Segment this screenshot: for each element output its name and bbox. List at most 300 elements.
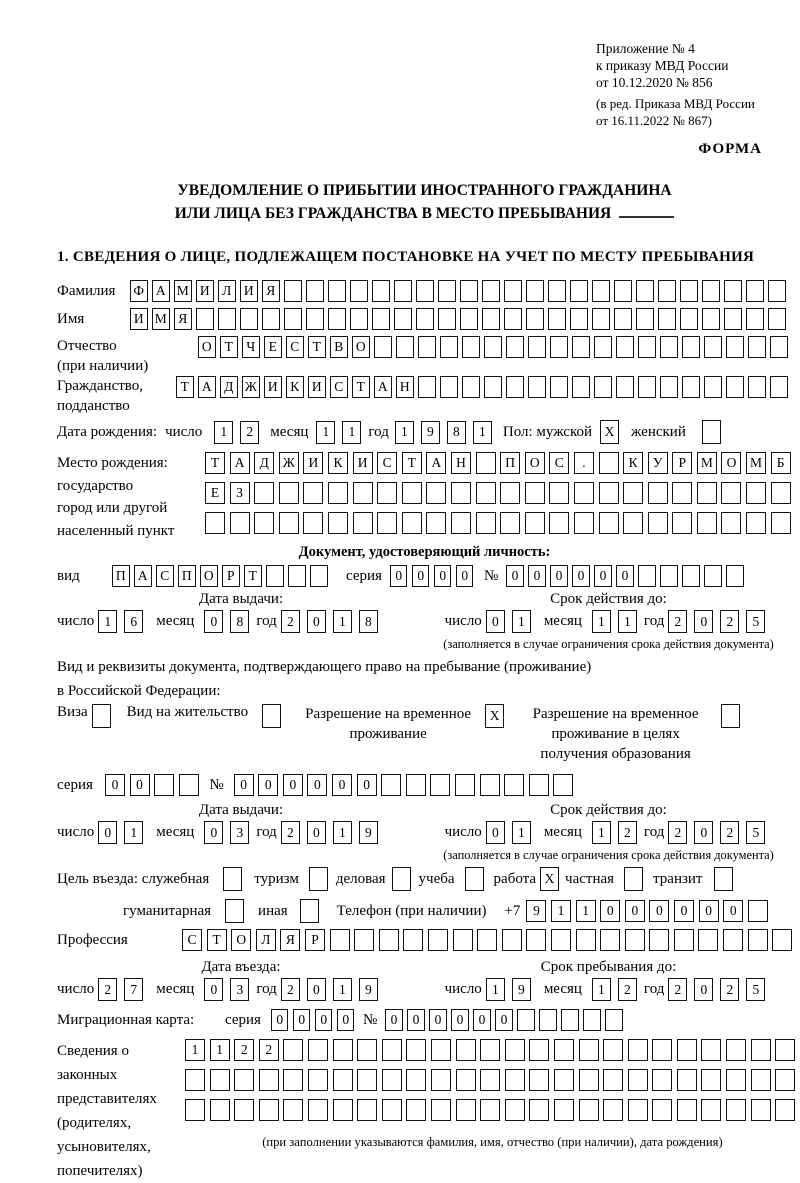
char-cell[interactable] bbox=[504, 308, 522, 330]
char-cell[interactable] bbox=[406, 1039, 426, 1061]
char-cell[interactable]: 0 bbox=[307, 978, 326, 1001]
char-cell[interactable] bbox=[751, 1039, 771, 1061]
char-cell[interactable] bbox=[372, 308, 390, 330]
char-cell[interactable]: М bbox=[152, 308, 170, 330]
char-cell[interactable]: 3 bbox=[230, 821, 249, 844]
char-cell[interactable] bbox=[456, 1039, 476, 1061]
char-cell[interactable]: Д bbox=[254, 452, 274, 474]
char-cell[interactable] bbox=[377, 482, 397, 504]
char-cell[interactable]: 0 bbox=[451, 1009, 469, 1031]
char-cell[interactable]: 0 bbox=[649, 900, 669, 922]
char-cell[interactable] bbox=[517, 1009, 535, 1031]
char-cell[interactable] bbox=[574, 512, 594, 534]
char-cell[interactable] bbox=[746, 280, 764, 302]
char-cell[interactable]: Т bbox=[308, 336, 326, 358]
char-cell[interactable]: 1 bbox=[333, 821, 352, 844]
char-cell[interactable] bbox=[746, 482, 766, 504]
char-cell[interactable] bbox=[623, 482, 643, 504]
char-cell[interactable] bbox=[382, 1039, 402, 1061]
char-cell[interactable] bbox=[382, 1069, 402, 1091]
char-cell[interactable] bbox=[431, 1099, 451, 1121]
char-cell[interactable] bbox=[431, 1069, 451, 1091]
char-cell[interactable] bbox=[357, 1039, 377, 1061]
char-cell[interactable]: И bbox=[303, 452, 323, 474]
char-cell[interactable] bbox=[701, 1069, 721, 1091]
char-cell[interactable] bbox=[574, 482, 594, 504]
char-cell[interactable] bbox=[592, 308, 610, 330]
char-cell[interactable] bbox=[701, 1039, 721, 1061]
char-cell[interactable]: О bbox=[231, 929, 251, 951]
char-cell[interactable] bbox=[374, 336, 392, 358]
char-cell[interactable] bbox=[254, 512, 274, 534]
char-cell[interactable]: 0 bbox=[723, 900, 743, 922]
char-cell[interactable]: 1 bbox=[576, 900, 596, 922]
char-cell[interactable] bbox=[440, 336, 458, 358]
char-cell[interactable]: О bbox=[200, 565, 218, 587]
char-cell[interactable] bbox=[279, 512, 299, 534]
char-cell[interactable] bbox=[600, 929, 620, 951]
char-cell[interactable]: З bbox=[230, 482, 250, 504]
char-cell[interactable] bbox=[477, 929, 497, 951]
char-cell[interactable] bbox=[476, 512, 496, 534]
char-cell[interactable] bbox=[402, 482, 422, 504]
char-cell[interactable]: Р bbox=[305, 929, 325, 951]
char-cell[interactable] bbox=[529, 1069, 549, 1091]
char-cell[interactable] bbox=[677, 1099, 697, 1121]
char-cell[interactable] bbox=[704, 376, 722, 398]
char-cell[interactable] bbox=[210, 1069, 230, 1091]
char-cell[interactable] bbox=[572, 336, 590, 358]
char-cell[interactable] bbox=[624, 867, 643, 891]
char-cell[interactable] bbox=[223, 867, 242, 891]
char-cell[interactable] bbox=[394, 308, 412, 330]
char-cell[interactable] bbox=[283, 1069, 303, 1091]
char-cell[interactable]: 2 bbox=[618, 978, 637, 1001]
char-cell[interactable]: 0 bbox=[204, 978, 223, 1001]
char-cell[interactable] bbox=[254, 482, 274, 504]
char-cell[interactable]: Р bbox=[222, 565, 240, 587]
char-cell[interactable] bbox=[682, 565, 700, 587]
char-cell[interactable]: О bbox=[352, 336, 370, 358]
char-cell[interactable] bbox=[576, 929, 596, 951]
char-cell[interactable]: О bbox=[525, 452, 545, 474]
char-cell[interactable]: 0 bbox=[258, 774, 278, 796]
char-cell[interactable] bbox=[636, 280, 654, 302]
char-cell[interactable] bbox=[599, 512, 619, 534]
char-cell[interactable] bbox=[185, 1099, 205, 1121]
char-cell[interactable] bbox=[768, 280, 786, 302]
char-cell[interactable] bbox=[775, 1069, 795, 1091]
char-cell[interactable]: Р bbox=[672, 452, 692, 474]
char-cell[interactable]: Е bbox=[264, 336, 282, 358]
char-cell[interactable] bbox=[561, 1009, 579, 1031]
char-cell[interactable] bbox=[353, 512, 373, 534]
char-cell[interactable] bbox=[428, 929, 448, 951]
char-cell[interactable] bbox=[579, 1069, 599, 1091]
char-cell[interactable] bbox=[484, 336, 502, 358]
char-cell[interactable]: 2 bbox=[98, 978, 117, 1001]
char-cell[interactable] bbox=[308, 1099, 328, 1121]
char-cell[interactable] bbox=[721, 512, 741, 534]
char-cell[interactable]: 0 bbox=[600, 900, 620, 922]
char-cell[interactable]: 0 bbox=[357, 774, 377, 796]
char-cell[interactable]: 0 bbox=[130, 774, 150, 796]
char-cell[interactable] bbox=[638, 565, 656, 587]
char-cell[interactable] bbox=[529, 1039, 549, 1061]
char-cell[interactable]: С bbox=[330, 376, 348, 398]
char-cell[interactable] bbox=[594, 376, 612, 398]
char-cell[interactable]: 0 bbox=[315, 1009, 333, 1031]
char-cell[interactable]: 2 bbox=[234, 1039, 254, 1061]
char-cell[interactable]: 0 bbox=[429, 1009, 447, 1031]
char-cell[interactable]: X bbox=[600, 420, 619, 444]
char-cell[interactable] bbox=[430, 774, 450, 796]
char-cell[interactable] bbox=[462, 376, 480, 398]
char-cell[interactable]: 8 bbox=[230, 610, 249, 633]
char-cell[interactable] bbox=[528, 336, 546, 358]
char-cell[interactable] bbox=[628, 1039, 648, 1061]
char-cell[interactable]: А bbox=[230, 452, 250, 474]
char-cell[interactable] bbox=[549, 482, 569, 504]
char-cell[interactable] bbox=[748, 336, 766, 358]
char-cell[interactable] bbox=[402, 512, 422, 534]
char-cell[interactable] bbox=[453, 929, 473, 951]
char-cell[interactable]: Л bbox=[256, 929, 276, 951]
char-cell[interactable] bbox=[672, 512, 692, 534]
char-cell[interactable]: Н bbox=[396, 376, 414, 398]
char-cell[interactable] bbox=[724, 308, 742, 330]
char-cell[interactable] bbox=[303, 512, 323, 534]
char-cell[interactable]: 1 bbox=[512, 821, 531, 844]
char-cell[interactable]: О bbox=[721, 452, 741, 474]
char-cell[interactable]: 1 bbox=[214, 421, 233, 444]
char-cell[interactable] bbox=[306, 280, 324, 302]
char-cell[interactable] bbox=[726, 1099, 746, 1121]
char-cell[interactable] bbox=[306, 308, 324, 330]
char-cell[interactable] bbox=[505, 1099, 525, 1121]
char-cell[interactable] bbox=[328, 482, 348, 504]
char-cell[interactable]: 0 bbox=[283, 774, 303, 796]
char-cell[interactable] bbox=[476, 452, 496, 474]
char-cell[interactable]: П bbox=[500, 452, 520, 474]
char-cell[interactable] bbox=[648, 482, 668, 504]
char-cell[interactable] bbox=[726, 1069, 746, 1091]
char-cell[interactable] bbox=[284, 308, 302, 330]
char-cell[interactable] bbox=[484, 376, 502, 398]
char-cell[interactable] bbox=[603, 1039, 623, 1061]
char-cell[interactable]: К bbox=[623, 452, 643, 474]
char-cell[interactable] bbox=[698, 929, 718, 951]
char-cell[interactable] bbox=[697, 482, 717, 504]
char-cell[interactable]: П bbox=[112, 565, 130, 587]
char-cell[interactable] bbox=[154, 774, 174, 796]
char-cell[interactable]: Я bbox=[280, 929, 300, 951]
char-cell[interactable] bbox=[418, 376, 436, 398]
char-cell[interactable] bbox=[636, 308, 654, 330]
char-cell[interactable] bbox=[505, 1069, 525, 1091]
char-cell[interactable] bbox=[702, 280, 720, 302]
char-cell[interactable] bbox=[553, 774, 573, 796]
char-cell[interactable]: 0 bbox=[473, 1009, 491, 1031]
char-cell[interactable] bbox=[506, 336, 524, 358]
char-cell[interactable] bbox=[333, 1099, 353, 1121]
char-cell[interactable] bbox=[431, 1039, 451, 1061]
char-cell[interactable] bbox=[592, 280, 610, 302]
char-cell[interactable] bbox=[638, 376, 656, 398]
char-cell[interactable] bbox=[438, 308, 456, 330]
char-cell[interactable]: X bbox=[485, 704, 504, 728]
char-cell[interactable] bbox=[594, 336, 612, 358]
char-cell[interactable]: 0 bbox=[506, 565, 524, 587]
char-cell[interactable] bbox=[505, 1039, 525, 1061]
char-cell[interactable]: 9 bbox=[421, 421, 440, 444]
char-cell[interactable]: 0 bbox=[550, 565, 568, 587]
char-cell[interactable]: С bbox=[377, 452, 397, 474]
char-cell[interactable] bbox=[308, 1039, 328, 1061]
char-cell[interactable]: И bbox=[240, 280, 258, 302]
char-cell[interactable] bbox=[333, 1069, 353, 1091]
char-cell[interactable] bbox=[526, 929, 546, 951]
char-cell[interactable] bbox=[549, 512, 569, 534]
char-cell[interactable] bbox=[234, 1069, 254, 1091]
char-cell[interactable] bbox=[529, 774, 549, 796]
char-cell[interactable] bbox=[240, 308, 258, 330]
char-cell[interactable]: Н bbox=[451, 452, 471, 474]
char-cell[interactable] bbox=[480, 1039, 500, 1061]
char-cell[interactable]: 0 bbox=[572, 565, 590, 587]
char-cell[interactable] bbox=[354, 929, 374, 951]
char-cell[interactable] bbox=[406, 774, 426, 796]
char-cell[interactable]: 0 bbox=[412, 565, 430, 587]
char-cell[interactable]: О bbox=[198, 336, 216, 358]
char-cell[interactable]: Т bbox=[205, 452, 225, 474]
char-cell[interactable] bbox=[309, 867, 328, 891]
char-cell[interactable] bbox=[396, 336, 414, 358]
char-cell[interactable] bbox=[721, 704, 740, 728]
char-cell[interactable]: П bbox=[178, 565, 196, 587]
char-cell[interactable]: 2 bbox=[720, 821, 739, 844]
char-cell[interactable] bbox=[465, 867, 484, 891]
char-cell[interactable] bbox=[353, 482, 373, 504]
char-cell[interactable] bbox=[462, 336, 480, 358]
char-cell[interactable] bbox=[570, 308, 588, 330]
char-cell[interactable] bbox=[638, 336, 656, 358]
char-cell[interactable]: 5 bbox=[746, 821, 765, 844]
char-cell[interactable]: 2 bbox=[720, 978, 739, 1001]
char-cell[interactable] bbox=[283, 1039, 303, 1061]
char-cell[interactable] bbox=[746, 308, 764, 330]
char-cell[interactable] bbox=[528, 376, 546, 398]
char-cell[interactable]: 0 bbox=[307, 774, 327, 796]
char-cell[interactable]: 1 bbox=[333, 978, 352, 1001]
char-cell[interactable]: С bbox=[182, 929, 202, 951]
char-cell[interactable]: 1 bbox=[185, 1039, 205, 1061]
char-cell[interactable] bbox=[482, 308, 500, 330]
char-cell[interactable]: 5 bbox=[746, 978, 765, 1001]
char-cell[interactable] bbox=[455, 774, 475, 796]
char-cell[interactable] bbox=[438, 280, 456, 302]
char-cell[interactable] bbox=[548, 308, 566, 330]
char-cell[interactable] bbox=[614, 308, 632, 330]
char-cell[interactable] bbox=[406, 1099, 426, 1121]
char-cell[interactable] bbox=[480, 1069, 500, 1091]
char-cell[interactable]: 1 bbox=[592, 610, 611, 633]
char-cell[interactable]: 9 bbox=[526, 900, 546, 922]
char-cell[interactable]: 9 bbox=[359, 978, 378, 1001]
char-cell[interactable] bbox=[440, 376, 458, 398]
char-cell[interactable]: А bbox=[374, 376, 392, 398]
char-cell[interactable]: Ч bbox=[242, 336, 260, 358]
char-cell[interactable] bbox=[259, 1099, 279, 1121]
char-cell[interactable]: 0 bbox=[694, 610, 713, 633]
char-cell[interactable]: 9 bbox=[512, 978, 531, 1001]
char-cell[interactable] bbox=[357, 1099, 377, 1121]
char-cell[interactable] bbox=[751, 1099, 771, 1121]
char-cell[interactable]: 2 bbox=[281, 978, 300, 1001]
char-cell[interactable] bbox=[218, 308, 236, 330]
char-cell[interactable] bbox=[392, 867, 411, 891]
char-cell[interactable] bbox=[259, 1069, 279, 1091]
char-cell[interactable]: 0 bbox=[234, 774, 254, 796]
char-cell[interactable] bbox=[771, 512, 791, 534]
char-cell[interactable]: И bbox=[130, 308, 148, 330]
char-cell[interactable]: Е bbox=[205, 482, 225, 504]
char-cell[interactable] bbox=[350, 308, 368, 330]
char-cell[interactable]: К bbox=[286, 376, 304, 398]
char-cell[interactable]: Т bbox=[352, 376, 370, 398]
char-cell[interactable]: Л bbox=[218, 280, 236, 302]
char-cell[interactable]: В bbox=[330, 336, 348, 358]
char-cell[interactable]: 9 bbox=[359, 821, 378, 844]
char-cell[interactable]: 6 bbox=[124, 610, 143, 633]
char-cell[interactable]: 0 bbox=[390, 565, 408, 587]
char-cell[interactable]: А bbox=[152, 280, 170, 302]
char-cell[interactable] bbox=[288, 565, 306, 587]
char-cell[interactable] bbox=[682, 336, 700, 358]
char-cell[interactable] bbox=[701, 1099, 721, 1121]
char-cell[interactable]: 2 bbox=[281, 610, 300, 633]
char-cell[interactable]: С bbox=[286, 336, 304, 358]
char-cell[interactable]: 2 bbox=[668, 821, 687, 844]
char-cell[interactable] bbox=[394, 280, 412, 302]
char-cell[interactable]: 2 bbox=[668, 610, 687, 633]
char-cell[interactable] bbox=[416, 308, 434, 330]
char-cell[interactable] bbox=[616, 376, 634, 398]
char-cell[interactable] bbox=[572, 376, 590, 398]
char-cell[interactable] bbox=[652, 1099, 672, 1121]
char-cell[interactable]: 1 bbox=[124, 821, 143, 844]
char-cell[interactable] bbox=[308, 1069, 328, 1091]
char-cell[interactable]: 0 bbox=[486, 610, 505, 633]
char-cell[interactable] bbox=[726, 1039, 746, 1061]
char-cell[interactable] bbox=[672, 482, 692, 504]
char-cell[interactable] bbox=[262, 704, 281, 728]
char-cell[interactable] bbox=[726, 565, 744, 587]
char-cell[interactable] bbox=[460, 280, 478, 302]
char-cell[interactable]: Д bbox=[220, 376, 238, 398]
char-cell[interactable] bbox=[426, 512, 446, 534]
char-cell[interactable]: 0 bbox=[98, 821, 117, 844]
char-cell[interactable] bbox=[603, 1099, 623, 1121]
char-cell[interactable] bbox=[502, 929, 522, 951]
char-cell[interactable] bbox=[284, 280, 302, 302]
char-cell[interactable]: 8 bbox=[359, 610, 378, 633]
char-cell[interactable] bbox=[677, 1069, 697, 1091]
char-cell[interactable] bbox=[548, 280, 566, 302]
char-cell[interactable]: 1 bbox=[618, 610, 637, 633]
char-cell[interactable] bbox=[652, 1069, 672, 1091]
char-cell[interactable] bbox=[724, 280, 742, 302]
char-cell[interactable]: Ж bbox=[279, 452, 299, 474]
char-cell[interactable]: 2 bbox=[618, 821, 637, 844]
char-cell[interactable] bbox=[554, 1039, 574, 1061]
char-cell[interactable] bbox=[605, 1009, 623, 1031]
char-cell[interactable] bbox=[748, 900, 768, 922]
char-cell[interactable] bbox=[225, 899, 244, 923]
char-cell[interactable]: . bbox=[574, 452, 594, 474]
char-cell[interactable]: 0 bbox=[674, 900, 694, 922]
char-cell[interactable] bbox=[682, 376, 700, 398]
char-cell[interactable] bbox=[771, 482, 791, 504]
char-cell[interactable] bbox=[529, 1099, 549, 1121]
char-cell[interactable]: А bbox=[198, 376, 216, 398]
char-cell[interactable]: А bbox=[134, 565, 152, 587]
char-cell[interactable] bbox=[658, 280, 676, 302]
char-cell[interactable]: 1 bbox=[473, 421, 492, 444]
char-cell[interactable]: 0 bbox=[594, 565, 612, 587]
char-cell[interactable] bbox=[614, 280, 632, 302]
char-cell[interactable] bbox=[660, 336, 678, 358]
char-cell[interactable]: 2 bbox=[668, 978, 687, 1001]
char-cell[interactable] bbox=[697, 512, 717, 534]
char-cell[interactable] bbox=[500, 482, 520, 504]
char-cell[interactable] bbox=[554, 1069, 574, 1091]
char-cell[interactable] bbox=[525, 512, 545, 534]
char-cell[interactable]: 2 bbox=[281, 821, 300, 844]
char-cell[interactable] bbox=[416, 280, 434, 302]
char-cell[interactable] bbox=[539, 1009, 557, 1031]
char-cell[interactable] bbox=[210, 1099, 230, 1121]
char-cell[interactable] bbox=[185, 1069, 205, 1091]
char-cell[interactable] bbox=[579, 1039, 599, 1061]
char-cell[interactable] bbox=[680, 280, 698, 302]
char-cell[interactable] bbox=[603, 1069, 623, 1091]
char-cell[interactable] bbox=[660, 376, 678, 398]
char-cell[interactable] bbox=[300, 899, 319, 923]
char-cell[interactable] bbox=[328, 308, 346, 330]
char-cell[interactable]: Ф bbox=[130, 280, 148, 302]
char-cell[interactable] bbox=[551, 929, 571, 951]
char-cell[interactable] bbox=[526, 308, 544, 330]
char-cell[interactable] bbox=[381, 774, 401, 796]
char-cell[interactable] bbox=[377, 512, 397, 534]
char-cell[interactable] bbox=[504, 774, 524, 796]
char-cell[interactable]: К bbox=[328, 452, 348, 474]
char-cell[interactable] bbox=[660, 565, 678, 587]
char-cell[interactable]: 0 bbox=[616, 565, 634, 587]
char-cell[interactable] bbox=[550, 376, 568, 398]
char-cell[interactable]: 0 bbox=[699, 900, 719, 922]
char-cell[interactable] bbox=[451, 482, 471, 504]
char-cell[interactable]: 1 bbox=[592, 821, 611, 844]
char-cell[interactable]: 2 bbox=[720, 610, 739, 633]
char-cell[interactable] bbox=[480, 1099, 500, 1121]
char-cell[interactable]: Т bbox=[176, 376, 194, 398]
char-cell[interactable]: 1 bbox=[210, 1039, 230, 1061]
char-cell[interactable]: Т bbox=[402, 452, 422, 474]
char-cell[interactable] bbox=[406, 1069, 426, 1091]
char-cell[interactable] bbox=[234, 1099, 254, 1121]
